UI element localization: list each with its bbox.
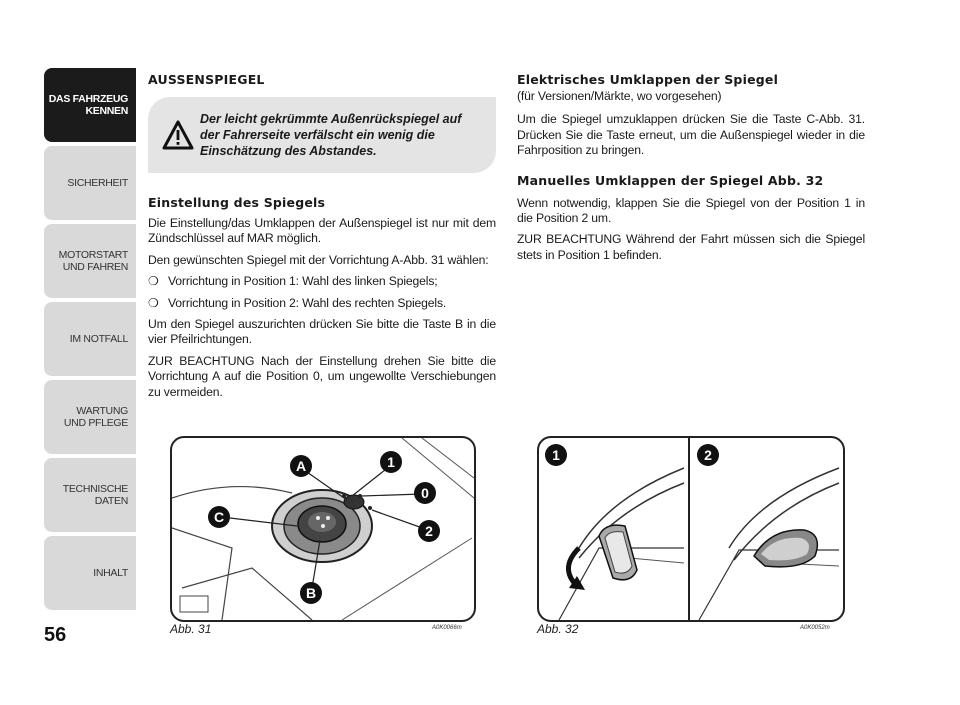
heading-manuell: Manuelles Umklappen der Spiegel Abb. 32 — [517, 172, 824, 188]
chapter-sidebar — [44, 68, 136, 614]
figure-32-code: A0K0052m — [800, 625, 830, 631]
mirror-fold-illustration — [539, 438, 843, 620]
tab-label: MOTORSTART UND FAHREN — [58, 249, 128, 273]
tab-im-notfall[interactable] — [44, 302, 136, 376]
paragraph: Um die Spiegel umzuklappen drücken Sie die Taste C-Abb. 31. Drücken Sie die Taste erneut, um die Außenspiegel wieder in die Fahrposition zu bringen. — [517, 112, 865, 158]
callout-b: B — [300, 582, 322, 604]
list-item — [148, 296, 496, 311]
tab-label: TECHNISCHE DATEN — [62, 483, 128, 507]
paragraph: Den gewünschten Spiegel mit der Vorrichtung A-Abb. 31 wählen: — [148, 252, 489, 267]
callout-a: A — [290, 455, 312, 477]
tab-label: SICHERHEIT — [67, 177, 128, 189]
figure-32-caption: Abb. 32 — [537, 622, 579, 636]
warning-text: Der leicht gekrümmte Außenrückspiegel auf der Fahrerseite verfälscht ein wenig die Einschätzung des Abstandes. — [200, 112, 462, 158]
section-title: AUSSENSPIEGEL — [148, 72, 265, 87]
tab-label: IM NOTFALL — [69, 333, 128, 345]
tab-motorstart[interactable] — [44, 224, 136, 298]
figure-32 — [537, 436, 845, 622]
page-number: 56 — [44, 624, 67, 646]
warning-triangle-icon — [162, 120, 194, 150]
bullet-mark: ❍ — [148, 295, 159, 310]
tab-label: WARTUNG UND PFLEGE — [63, 405, 128, 429]
paragraph: Um den Spiegel auszurichten drücken Sie bitte die Taste B in die vier Pfeilrichtungen. — [148, 317, 496, 347]
right-column — [517, 72, 865, 269]
callout-2: 2 — [418, 520, 440, 542]
paragraph: Die Einstellung/das Umklappen der Außenspiegel ist nur mit dem Zündschlüssel auf MAR möglich. — [148, 216, 496, 246]
callout-1: 1 — [380, 451, 402, 473]
callout-0: 0 — [414, 482, 436, 504]
paragraph: ZUR BEACHTUNG Während der Fahrt müssen sich die Spiegel stets in Position 1 befinden. — [517, 232, 865, 262]
figure-31 — [170, 436, 476, 622]
bullet-text: Vorrichtung in Position 1: Wahl des linken Spiegels; — [168, 274, 438, 289]
callout-position-1: 1 — [545, 444, 567, 466]
bullet-mark: ❍ — [148, 274, 159, 289]
tab-wartung[interactable] — [44, 380, 136, 454]
callout-c: C — [208, 506, 230, 528]
paragraph: Wenn notwendig, klappen Sie die Spiegel von der Position 1 in die Position 2 um. — [517, 195, 865, 226]
tab-label: DAS FAHRZEUG KENNEN — [48, 93, 128, 117]
tab-label: INHALT — [93, 567, 128, 579]
figure-31-code: A0K0066m — [432, 625, 462, 631]
figure-31-caption: Abb. 31 — [170, 622, 212, 636]
warning-box — [148, 97, 496, 173]
list-item — [148, 274, 496, 289]
heading-einstellung: Einstellung des Spiegels — [148, 195, 326, 210]
tab-inhalt[interactable] — [44, 536, 136, 610]
tab-technische-daten[interactable] — [44, 458, 136, 532]
callout-position-2: 2 — [697, 444, 719, 466]
heading-elektrisch: Elektrisches Umklappen der Spiegel — [517, 72, 779, 87]
subtitle: (für Versionen/Märkte, wo vorgesehen) — [517, 89, 722, 103]
bullet-text: Vorrichtung in Position 2: Wahl des rechten Spiegels. — [168, 295, 447, 310]
tab-sicherheit[interactable] — [44, 146, 136, 220]
left-column — [148, 72, 496, 406]
paragraph: ZUR BEACHTUNG Nach der Einstellung drehen Sie bitte die Vorrichtung A auf die Position 0, um ungewollte Verschiebungen zu vermeiden. — [148, 353, 496, 399]
tab-das-fahrzeug-kennen[interactable] — [44, 68, 136, 142]
